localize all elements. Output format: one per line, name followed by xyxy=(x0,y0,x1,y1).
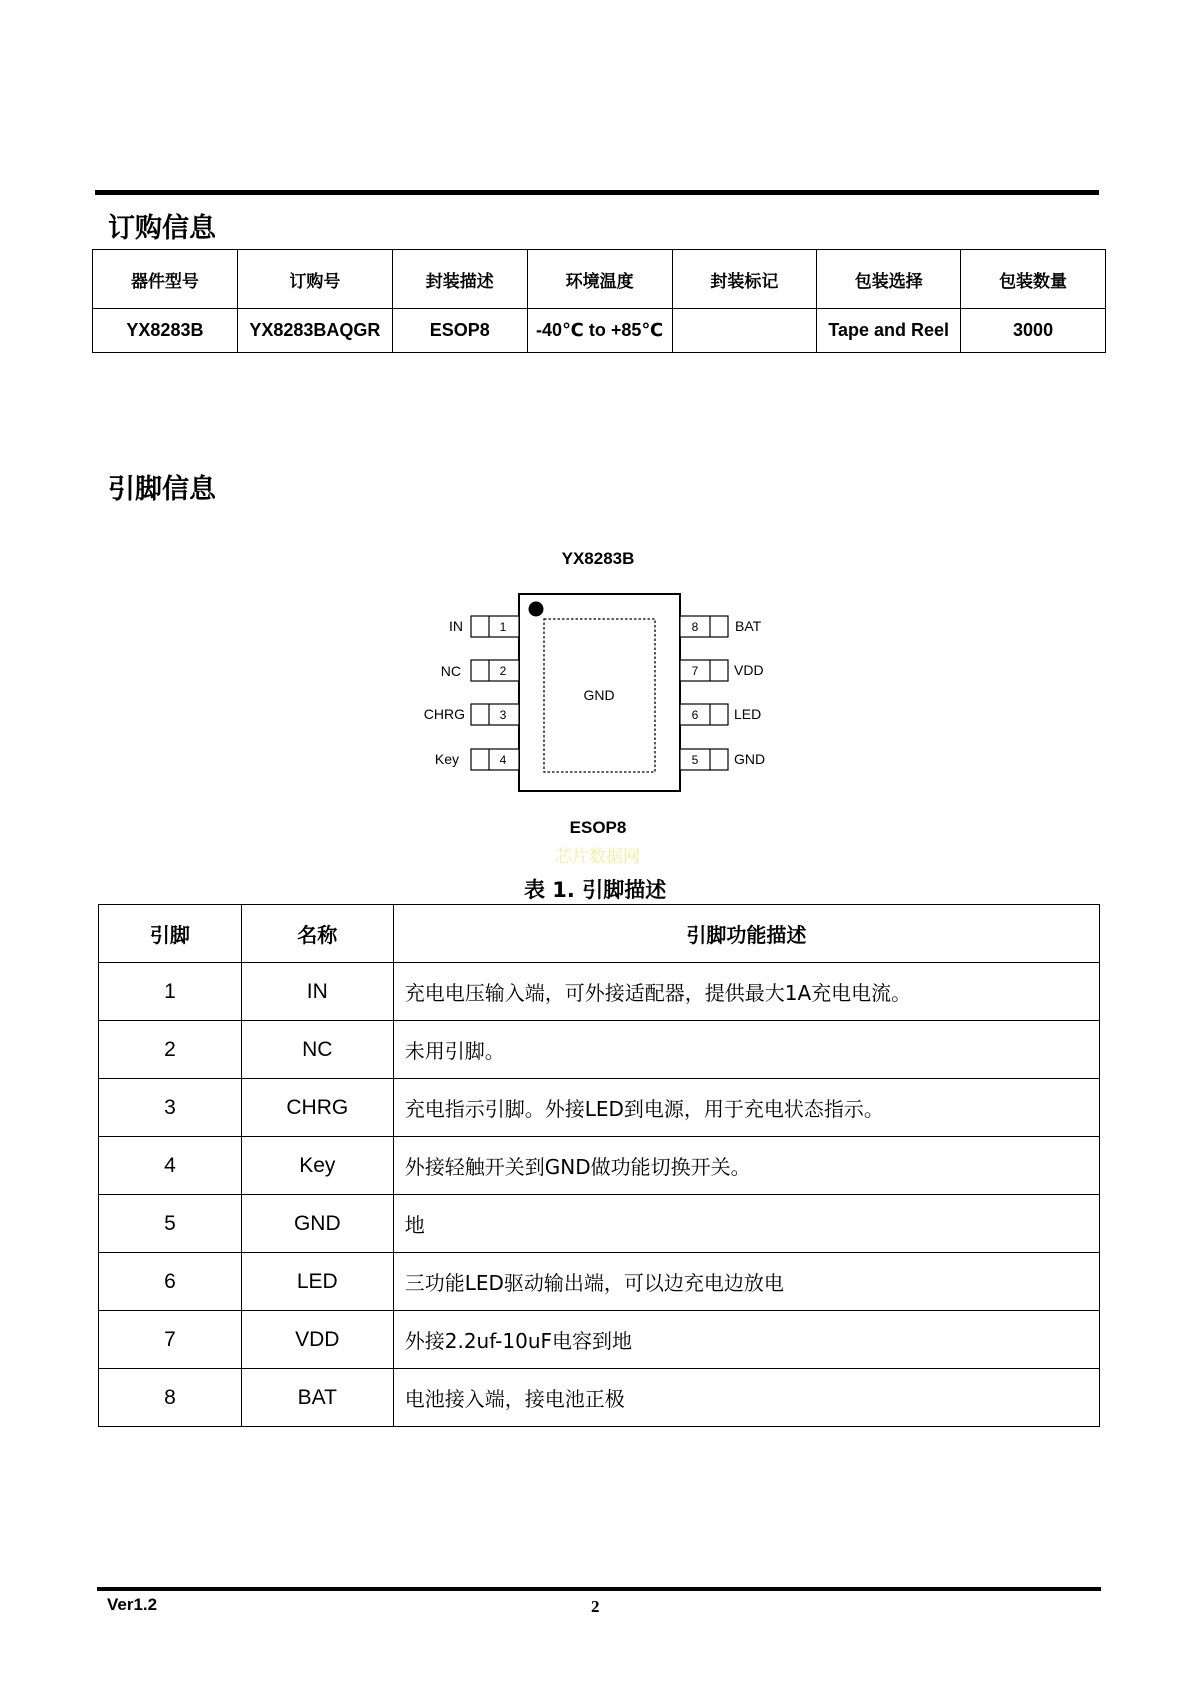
ordering-header-cell: 封装标记 xyxy=(672,250,817,309)
part-name-label: YX8283B xyxy=(561,549,635,568)
pin-name-cell: NC xyxy=(241,1021,393,1079)
footer-page-number: 2 xyxy=(591,1597,600,1616)
right-pin-5 xyxy=(680,749,765,770)
table-row xyxy=(99,1253,1100,1311)
pin-number-cell: 3 xyxy=(99,1079,242,1137)
watermark: 芯片数据网 xyxy=(555,847,640,867)
ordering-title: 订购信息 xyxy=(108,213,216,244)
pin-name: NC xyxy=(440,663,461,679)
pin-description-table xyxy=(98,904,1100,1427)
pin-desc-cell: 电池接入端，接电池正极 xyxy=(393,1369,1099,1427)
table-row xyxy=(99,1369,1100,1427)
table-row xyxy=(99,963,1100,1021)
pin-number: 2 xyxy=(499,664,507,678)
pin-number: 7 xyxy=(691,664,699,678)
pin-number-cell: 1 xyxy=(99,963,242,1021)
pin-number: 8 xyxy=(691,620,699,634)
pin1-marker-dot xyxy=(529,602,544,617)
pin-name-cell: VDD xyxy=(241,1311,393,1369)
ordering-header-cell: 器件型号 xyxy=(93,250,238,309)
pin-name-cell: CHRG xyxy=(241,1079,393,1137)
pin-number-cell: 6 xyxy=(99,1253,242,1311)
ordering-cell: YX8283B xyxy=(93,309,238,353)
pin-name: GND xyxy=(734,751,766,767)
footer-version: Ver1.2 xyxy=(107,1595,158,1614)
table-row xyxy=(99,1137,1100,1195)
pin-number-cell: 4 xyxy=(99,1137,242,1195)
pin-number-cell: 7 xyxy=(99,1311,242,1369)
pin-name-cell: Key xyxy=(241,1137,393,1195)
left-pin-3 xyxy=(424,704,519,725)
package-name-label: ESOP8 xyxy=(569,818,627,837)
thermal-pad-label: GND xyxy=(583,687,615,703)
pin-number: 3 xyxy=(499,708,507,722)
left-pin-2 xyxy=(441,660,519,681)
right-pin-7 xyxy=(680,660,764,681)
ordering-cell: ESOP8 xyxy=(392,309,527,353)
table-row xyxy=(99,1311,1100,1369)
footer-rule xyxy=(97,1587,1101,1591)
table-row xyxy=(99,1195,1100,1253)
pin-number: 1 xyxy=(499,620,507,634)
right-pin-8 xyxy=(680,616,762,637)
pin-desc-cell: 充电电压输入端，可外接适配器，提供最大1A充电电流。 xyxy=(393,963,1099,1021)
right-pin-6 xyxy=(680,704,761,725)
pin-name: LED xyxy=(734,706,762,722)
pin-desc-cell: 三功能LED驱动输出端，可以边充电边放电 xyxy=(393,1253,1099,1311)
pin-name: VDD xyxy=(734,662,764,678)
pin-table-header-cell: 引脚功能描述 xyxy=(393,905,1099,963)
pin-name: Key xyxy=(434,751,459,767)
pin-info-title: 引脚信息 xyxy=(108,474,216,505)
pin-desc-cell: 外接轻触开关到GND做功能切换开关。 xyxy=(393,1137,1099,1195)
left-pin-4 xyxy=(435,749,519,770)
pin-table-header-row xyxy=(99,905,1100,963)
pin-table-header-cell: 引脚 xyxy=(99,905,242,963)
ordering-header-cell: 订购号 xyxy=(237,250,392,309)
pin-name: IN xyxy=(449,618,463,634)
ordering-cell: 3000 xyxy=(961,309,1106,353)
pin-number-cell: 5 xyxy=(99,1195,242,1253)
pin-desc-cell: 外接2.2uf-10uF电容到地 xyxy=(393,1311,1099,1369)
ordering-cell: YX8283BAQGR xyxy=(237,309,392,353)
ordering-header-cell: 包装数量 xyxy=(961,250,1106,309)
pin-number-cell: 8 xyxy=(99,1369,242,1427)
pin-number: 6 xyxy=(691,708,699,722)
pin-table-header-cell: 名称 xyxy=(241,905,393,963)
pin-number: 5 xyxy=(691,753,699,767)
pin-name: CHRG xyxy=(423,706,465,722)
pin-number: 4 xyxy=(499,753,507,767)
pin-name-cell: LED xyxy=(241,1253,393,1311)
pin-desc-cell: 未用引脚。 xyxy=(393,1021,1099,1079)
ordering-header-cell: 包装选择 xyxy=(817,250,961,309)
pin-desc-cell: 充电指示引脚。外接LED到电源，用于充电状态指示。 xyxy=(393,1079,1099,1137)
pin-name-cell: BAT xyxy=(241,1369,393,1427)
pin-name-cell: GND xyxy=(241,1195,393,1253)
pin-number-cell: 2 xyxy=(99,1021,242,1079)
pin-name-cell: IN xyxy=(241,963,393,1021)
pin-name: BAT xyxy=(735,618,762,634)
table-row xyxy=(99,1079,1100,1137)
table-caption: 表 1. 引脚描述 xyxy=(524,878,667,902)
ordering-header-cell: 封装描述 xyxy=(392,250,527,309)
pin-desc-cell: 地 xyxy=(393,1195,1099,1253)
ordering-cell: Tape and Reel xyxy=(817,309,961,353)
ordering-cell: -40℃ to +85℃ xyxy=(527,309,672,353)
left-pin-1 xyxy=(449,616,519,637)
ordering-header-cell: 环境温度 xyxy=(527,250,672,309)
table-row xyxy=(99,1021,1100,1079)
